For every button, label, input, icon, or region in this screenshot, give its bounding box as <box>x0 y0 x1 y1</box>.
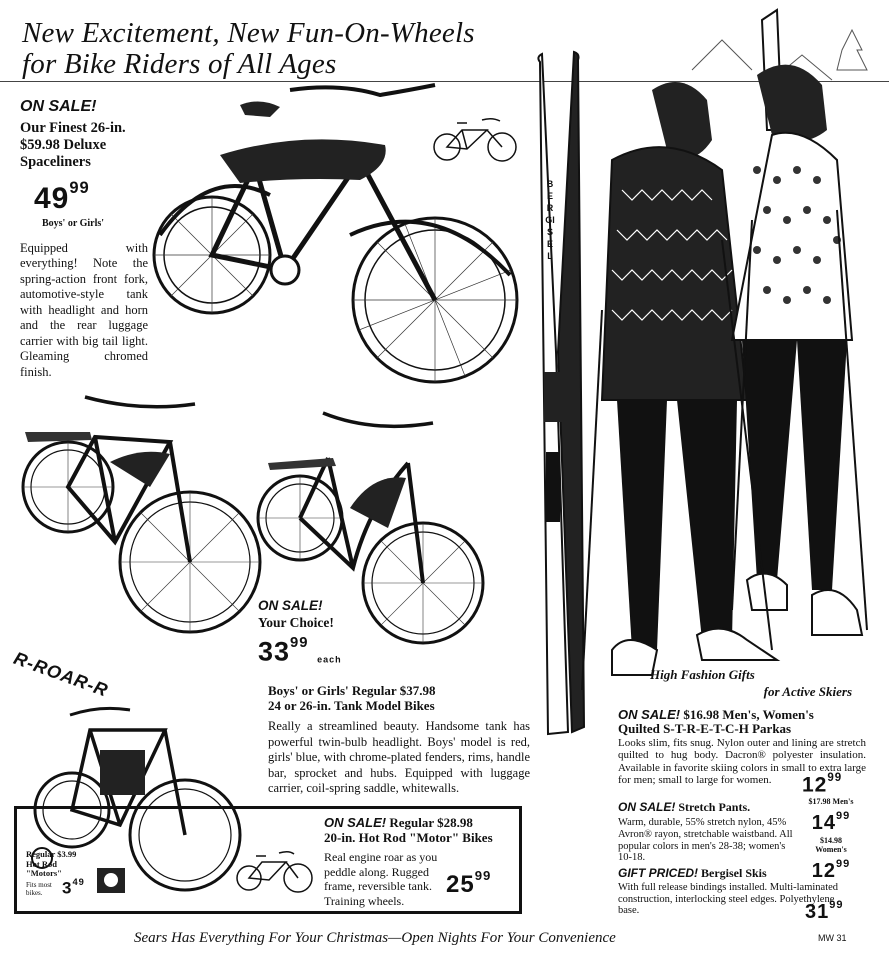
price-dollars: 31 <box>805 900 830 923</box>
price-dollars: 12 <box>811 859 836 882</box>
spaceliner-copy <box>20 98 148 380</box>
pants-title-rest: Stretch Pants. <box>678 800 751 814</box>
hotrod-title-rest: Regular $28.98 <box>389 815 473 830</box>
motor-title-line: Regular $3.99 <box>26 849 77 859</box>
price-dollars: 3 <box>62 878 73 898</box>
tank-title-line: Boys' or Girls' Regular $37.98 <box>268 683 436 698</box>
skis-description: With full release bindings installed. Multi-laminated construction, interlocking steel edges. Polyethylene base. <box>618 882 839 917</box>
pants-title <box>618 800 796 815</box>
spaceliner-title-line: Our Finest 26-in. <box>20 120 126 136</box>
motor-price <box>62 877 85 898</box>
price-cents: 99 <box>836 810 851 822</box>
spaceliner-description: Equipped with everything! Note the spring-action front fork, automotive-style tank with headlight and horn and the rear luggage carrier with big tail light. Gleaming chromed finish. <box>20 240 148 379</box>
price-dollars: 49 <box>34 181 70 215</box>
pants-men-label: $17.98 Men's <box>808 797 854 806</box>
tank-choice: Your Choice! <box>258 615 334 630</box>
pants-women-label-line: $14.98 <box>820 835 842 845</box>
price-dollars: 12 <box>802 773 828 797</box>
spaceliner-title <box>20 120 148 171</box>
roar-label: R-ROAR-R <box>11 648 112 701</box>
motor-title-line: Hot Rod <box>26 858 57 869</box>
tank-price-block <box>258 598 378 667</box>
hotrod-title-line2: 20-in. Hot Rod "Motor" Bikes <box>324 830 493 845</box>
headline <box>22 18 475 80</box>
pants-sale-label: ON SALE! <box>618 800 676 814</box>
pants-description: Warm, durable, 55% stretch nylon, 45% Avron® rayon, stretchable waistband. All popular colors in men's 28-38; women's 10-18. <box>618 817 793 864</box>
hotrod-description: Real engine roar as you peddle along. Rugged frame, reversible tank. Training wheels. <box>324 850 438 908</box>
spaceliner-price <box>34 179 148 216</box>
tank-sale-label: ON SALE! <box>258 598 323 613</box>
parkas-description: Looks slim, fits snug. Nylon outer and lining are stretch quilted to hug body. Dacron® polyester insulation. Available in favorite skiing colors in small to extra large for men; small to large for women. <box>618 737 866 786</box>
price-dollars: 14 <box>811 811 836 834</box>
skiers-illustration <box>572 10 872 700</box>
pants-copy <box>618 800 796 864</box>
tank-bike-boys-illustration <box>20 392 245 652</box>
skiers-caption-line-1: High Fashion Gifts <box>650 667 755 682</box>
motor-fits: Fits most bikes. <box>26 880 52 897</box>
price-cents: 99 <box>290 635 309 651</box>
tank-copy <box>268 683 530 797</box>
footer-code: MW 31 <box>818 933 847 943</box>
spaceliner-title-line: $59.98 Deluxe <box>20 137 107 153</box>
tank-title <box>268 683 530 713</box>
motor-illustration <box>92 860 132 900</box>
headline-line-1: New Excitement, New Fun-On-Wheels <box>22 17 475 49</box>
price-cents: 49 <box>72 877 85 887</box>
headline-line-2: for Bike Riders of All Ages <box>22 48 337 80</box>
pants-men-price <box>795 806 867 833</box>
price-cents: 99 <box>827 772 843 784</box>
price-cents: 99 <box>69 179 90 197</box>
small-hotrod-icon <box>234 848 316 893</box>
parkas-title-line2: Quilted S-T-R-E-T-C-H Parkas <box>618 721 792 736</box>
tank-title-line: 24 or 26-in. Tank Model Bikes <box>268 698 435 713</box>
hotrod-price <box>446 868 491 899</box>
hotrod-title <box>324 815 512 845</box>
skis-brand-label: BERGISEL <box>545 179 555 261</box>
price-cents: 99 <box>829 899 844 911</box>
skiers-caption <box>650 666 852 700</box>
hotrod-sale-label: ON SALE! <box>324 815 387 830</box>
tank-description: Really a streamlined beauty. Handsome tank has powerful twin-bulb headlight. Boys' model is red, girls' blue, with chrome-plated fenders, rims, handle bar, sprocket and hubs. Equipped with luggage carrier, coil-spring saddle, whitewalls. <box>268 719 530 795</box>
skis-title-rest: Bergisel Skis <box>701 866 767 880</box>
parkas-title <box>618 708 866 736</box>
motor-title <box>26 850 86 879</box>
price-dollars: 33 <box>258 636 291 667</box>
spaceliner-sale-label: ON SALE! <box>20 98 97 115</box>
tank-price <box>258 635 378 667</box>
motor-title-line: "Motors" <box>26 868 62 878</box>
skiers-caption-line-2: for Active Skiers <box>763 684 852 699</box>
parkas-title-rest: $16.98 Men's, Women's <box>683 707 814 722</box>
parkas-sale-label: ON SALE! <box>618 707 681 722</box>
pants-women-label <box>795 836 867 854</box>
small-bike-icon <box>432 115 520 165</box>
price-each: each <box>317 654 342 665</box>
pants-women-label-line: Women's <box>815 844 847 854</box>
footer-tagline: Sears Has Everything For Your Christmas—Open Nights For Your Convenience <box>134 930 616 946</box>
spaceliner-title-line: Spaceliners <box>20 154 91 170</box>
price-dollars: 25 <box>446 870 475 898</box>
skis-sale-label: GIFT PRICED! <box>618 866 698 880</box>
price-cents: 99 <box>474 868 492 883</box>
price-cents: 99 <box>836 857 851 870</box>
skis-title <box>618 866 866 881</box>
skis-price <box>805 899 844 924</box>
parkas-price <box>802 772 842 797</box>
spaceliner-sub: Boys' or Girls' <box>42 217 105 229</box>
